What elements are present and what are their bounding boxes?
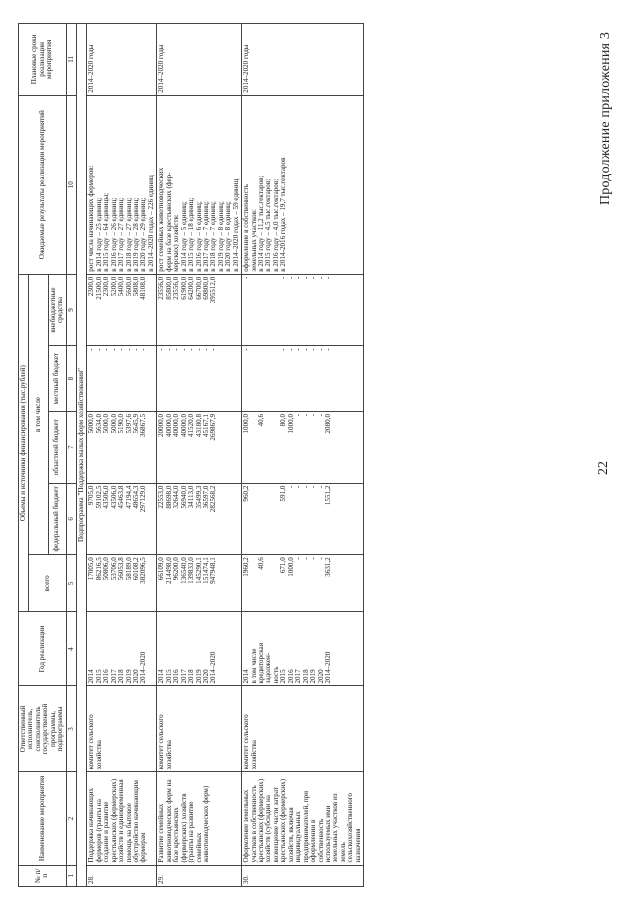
row-federal-line bbox=[265, 486, 272, 553]
row-offbudget bbox=[242, 274, 364, 346]
row-local-line: - bbox=[117, 348, 126, 351]
continuation-note: Продолжение приложения 3 bbox=[598, 31, 613, 205]
row-name: Развитие семейных животноводческих ферм на базе крестьянских (фермерских) хозяйств (гранты на развитие семейных животноводческих ферм) bbox=[157, 772, 242, 865]
row-local-line: - bbox=[279, 348, 288, 351]
col-number: 4 bbox=[66, 612, 76, 686]
row-local-line: - bbox=[139, 348, 148, 351]
row-total-line: - bbox=[294, 557, 303, 560]
row-results-line: мерских) хозяйств: bbox=[172, 214, 181, 272]
row-regional-line: 5190,0 bbox=[117, 413, 126, 434]
row-years bbox=[242, 612, 364, 686]
row-results-line: в 2018 году – 7 единиц; bbox=[209, 201, 218, 272]
row-regional-line: - bbox=[316, 413, 325, 417]
row-results-line: рост числа начинающих фермеров: bbox=[87, 165, 96, 272]
row-offbudget-line: 5808,0 bbox=[132, 276, 141, 297]
row-regional-line: - bbox=[294, 413, 303, 417]
row-regional-line: 40000,0 bbox=[179, 413, 188, 438]
row-results bbox=[157, 95, 242, 274]
row-years bbox=[87, 612, 157, 686]
row-regional-line: 5000,0 bbox=[109, 413, 118, 434]
row-offbudget-line bbox=[265, 277, 272, 344]
row-regional-line: 41520,0 bbox=[187, 413, 196, 438]
row-local-line: - bbox=[301, 348, 310, 351]
row-deadline: 2014–2020 годы bbox=[157, 24, 242, 96]
row-offbudget-line: - bbox=[301, 276, 310, 280]
row-deadline: 2014–2020 годы bbox=[87, 24, 157, 96]
col-number: 11 bbox=[66, 24, 76, 96]
row-regional-line: - bbox=[309, 413, 318, 417]
row-federal-line: 43506,0 bbox=[102, 485, 111, 509]
row-years-line: кредиторская bbox=[257, 643, 266, 684]
row-years-line: 2015 bbox=[94, 669, 103, 684]
row-federal-line: 47194,4 bbox=[124, 485, 133, 509]
row-years-line: 2019 bbox=[194, 669, 203, 684]
row-regional-line: 5000,0 bbox=[87, 413, 96, 434]
row-federal-line: 48654,3 bbox=[132, 485, 141, 509]
header-funding-group: Объемы и источники финансирования (тыс.рублей) bbox=[19, 274, 29, 612]
row-results-line: в 2016 году – 6 единиц; bbox=[194, 201, 203, 272]
row-results-line: в 2018 году – 27 единиц; bbox=[124, 197, 133, 272]
row-offbudget-line: 23556,0 bbox=[157, 276, 166, 300]
page-number: 22 bbox=[596, 461, 611, 475]
row-offbudget-line: 64200,0 bbox=[187, 276, 196, 300]
row-years-line: 2014–2020 bbox=[209, 651, 218, 684]
row-offbudget-line bbox=[258, 277, 265, 344]
col-number: 7 bbox=[66, 411, 76, 483]
row-years-line: задолжен- bbox=[264, 652, 273, 684]
row-total-line: 214498,0 bbox=[164, 557, 173, 584]
row-offbudget-line: 5200,0 bbox=[109, 276, 118, 297]
row-results-line: в 2014 году – 11,2 тыс.гектаров; bbox=[257, 175, 266, 272]
row-total-line bbox=[265, 557, 272, 609]
row-executor: комитет сельского хозяйства bbox=[87, 686, 157, 772]
row-federal-line: 297129,0 bbox=[139, 485, 148, 513]
row-total-line: 145290,1 bbox=[194, 557, 203, 584]
row-years-line: 2016 bbox=[286, 669, 295, 684]
row-total bbox=[87, 555, 157, 612]
row-offbudget-line: 66700,0 bbox=[194, 276, 203, 300]
row-local-line: - bbox=[316, 348, 325, 351]
row-local-line: - bbox=[87, 348, 96, 351]
row-total-line: - bbox=[316, 557, 325, 560]
row-results-line: в 2015 году – 18 единиц; bbox=[187, 197, 196, 272]
row-years-line: 2015 bbox=[164, 669, 173, 684]
col-number: 10 bbox=[66, 95, 76, 274]
row-regional-line: 45167,1 bbox=[201, 413, 210, 438]
row-federal-line: 9705,0 bbox=[87, 485, 96, 506]
row-federal-line: - bbox=[286, 485, 295, 488]
row-years-line: 2019 bbox=[309, 669, 318, 684]
row-years-line: 2019 bbox=[124, 669, 133, 684]
row-regional-line: 269867,9 bbox=[209, 413, 218, 441]
row-regional-line: 20000,0 bbox=[157, 413, 166, 438]
row-results-line: в 2014-2016 годах – 19,7 тыс.гектаров bbox=[279, 157, 288, 272]
row-offbudget-line: 21500,0 bbox=[94, 276, 103, 300]
row-name: Поддержка начинающих фермеров (гранты на создание и развитие крестьянских (фермерских) хозяйств и единовременная помощь на бытовое обустройство начинающим фермерам bbox=[87, 772, 157, 865]
row-federal-line: 35499,3 bbox=[194, 485, 203, 509]
row-total-line: 96200,0 bbox=[172, 557, 181, 581]
row-regional-line: 1000,0 bbox=[242, 413, 251, 434]
row-local-line: - bbox=[102, 348, 111, 351]
row-results-line: в 2014–2020 годах – 59 единиц bbox=[231, 178, 240, 272]
row-total-line: 671,0 bbox=[279, 557, 288, 574]
row-results-line: земельных участков: bbox=[249, 209, 258, 272]
row-results-line: в 2016 году – 4,0 тыс.гектаров; bbox=[271, 178, 280, 272]
row-federal-line: 1551,2 bbox=[323, 485, 332, 506]
row-federal-line: - bbox=[309, 485, 318, 488]
row-federal-line bbox=[251, 486, 258, 553]
row-local-line: - bbox=[209, 348, 218, 351]
header-deadline: Плановые сроки реализации мероприятия bbox=[19, 24, 67, 96]
header-results: Ожидаемые результаты реализации мероприятий bbox=[19, 95, 67, 274]
row-federal-line: 22553,0 bbox=[157, 485, 166, 509]
row-total-line: 382096,5 bbox=[139, 557, 148, 584]
row-federal bbox=[87, 483, 157, 555]
row-local-line: - bbox=[164, 348, 173, 351]
row-results-line: в 2015 году – 64 единицы; bbox=[102, 192, 111, 272]
row-offbudget-line: 69800,0 bbox=[201, 276, 210, 300]
row-years-line: 2017 bbox=[109, 669, 118, 684]
row-regional-line: 40000,0 bbox=[164, 413, 173, 438]
row-regional-line: 40,6 bbox=[257, 413, 266, 427]
row-regional-line: 5397,6 bbox=[124, 413, 133, 434]
row-years-line: 2014 bbox=[157, 669, 166, 684]
row-name: Оформление земельных участков в собственность крестьянских (фермерских) хозяйств (субсидии на возмещение части затрат крестьянских (фермерских) хозяйств, включая индивидуальных предпринимателей, при оформлении в собственность используемых ими земельных участков из земель сельскохозяйственного назначения bbox=[242, 772, 364, 865]
row-federal bbox=[242, 483, 364, 555]
row-regional-line: 40000,0 bbox=[172, 413, 181, 438]
row-years-line: 2018 bbox=[117, 669, 126, 684]
row-years-line: 2014–2020 bbox=[323, 651, 332, 684]
row-regional bbox=[87, 411, 157, 483]
row-years-line: 2018 bbox=[187, 669, 196, 684]
row-years bbox=[157, 612, 242, 686]
row-results-line: в 2014 году – 25 единиц; bbox=[94, 197, 103, 272]
row-results-line: в 2014–2020 годах – 226 единиц bbox=[146, 175, 155, 272]
row-local-line: - bbox=[124, 348, 133, 351]
row-local-line: - bbox=[323, 348, 332, 351]
row-offbudget-line: - bbox=[294, 276, 303, 280]
row-offbudget bbox=[87, 274, 157, 346]
header-offbudget: внебюджетные средства bbox=[48, 274, 66, 346]
row-results-line: в 2020 году – 8 единиц; bbox=[224, 201, 233, 272]
row-regional bbox=[242, 411, 364, 483]
col-number: 5 bbox=[66, 555, 76, 612]
table-row bbox=[157, 24, 242, 887]
row-years-line: в том числе bbox=[249, 648, 258, 684]
row-results-line: в 2020 году – 29 единиц; bbox=[139, 197, 148, 272]
row-total-line: 50806,0 bbox=[102, 557, 111, 581]
row-offbudget-line: - bbox=[286, 276, 295, 280]
row-federal-line bbox=[258, 486, 265, 553]
row-years-line: 2020 bbox=[201, 669, 210, 684]
row-results-line: рост семейных животноводческих bbox=[157, 167, 166, 272]
row-local-line: - bbox=[309, 348, 318, 351]
row-results-line: ферм на базе крестьянских (фер- bbox=[164, 172, 173, 272]
row-total-line: 1960,2 bbox=[242, 557, 251, 577]
row-local bbox=[87, 346, 157, 412]
row-local-line bbox=[258, 348, 265, 409]
row-total-line: 136540,0 bbox=[179, 557, 188, 584]
row-total-line: 151474,1 bbox=[201, 557, 210, 584]
row-local bbox=[242, 346, 364, 412]
row-total bbox=[242, 555, 364, 612]
row-executor: комитет сельского хозяйства bbox=[242, 686, 364, 772]
row-total-line: 53706,0 bbox=[109, 557, 118, 581]
row-federal-line: - bbox=[301, 485, 310, 488]
row-years-line: 2017 bbox=[179, 669, 188, 684]
row-local-line: - bbox=[94, 348, 103, 351]
row-offbudget-line: - bbox=[279, 276, 288, 280]
header-local: местный бюджет bbox=[48, 346, 66, 412]
header-year: Год реализации bbox=[19, 612, 67, 686]
row-total-line: 60108,2 bbox=[132, 557, 141, 581]
row-regional-line: 2080,0 bbox=[323, 413, 332, 434]
row-results-line: в 2017 году – 27 единиц; bbox=[117, 197, 126, 272]
funding-table bbox=[18, 23, 364, 887]
row-results bbox=[87, 95, 157, 274]
row-results-line: в 2015 году – 4,5 тыс.гектаров; bbox=[264, 178, 273, 272]
row-years-line: 2018 bbox=[301, 669, 310, 684]
row-years-line: 2020 bbox=[316, 669, 325, 684]
row-results-line: в 2019 году – 28 единиц; bbox=[132, 197, 141, 272]
row-offbudget bbox=[157, 274, 242, 346]
row-total-line: 86216,5 bbox=[94, 557, 103, 581]
row-federal-line: 56940,0 bbox=[179, 485, 188, 509]
row-federal-line: 960,2 bbox=[242, 485, 251, 502]
row-total-line: 17005,0 bbox=[87, 557, 96, 581]
row-years-line: 2014 bbox=[87, 669, 96, 684]
row-years-line: 2014 bbox=[242, 669, 251, 684]
header-federal: федеральный бюджет bbox=[48, 483, 66, 555]
row-offbudget-line: 395512,0 bbox=[209, 276, 218, 304]
row-total-line: - bbox=[309, 557, 318, 560]
col-number: 2 bbox=[66, 772, 76, 865]
row-regional-line: 43180,8 bbox=[194, 413, 203, 438]
row-local-line bbox=[273, 348, 280, 409]
row-regional-line: - bbox=[301, 413, 310, 417]
row-regional-line: 5634,0 bbox=[94, 413, 103, 434]
row-offbudget-line: 85800,0 bbox=[164, 276, 173, 300]
row-federal-line: 36597,0 bbox=[201, 485, 210, 509]
header-regional: областной бюджет bbox=[48, 411, 66, 483]
row-regional-line: 5645,9 bbox=[132, 413, 141, 434]
row-results-line: оформление в собственность bbox=[242, 183, 251, 272]
row-total-line: 66109,0 bbox=[157, 557, 166, 581]
row-offbudget-line: 23556,0 bbox=[172, 276, 181, 300]
row-offbudget-line bbox=[251, 277, 258, 344]
row-federal-line: 282568,2 bbox=[209, 485, 218, 513]
row-local-line: - bbox=[172, 348, 181, 351]
row-local-line: - bbox=[194, 348, 203, 351]
row-regional-line: 1000,0 bbox=[286, 413, 295, 434]
row-local-line: - bbox=[201, 348, 210, 351]
row-total-line: - bbox=[301, 557, 310, 560]
header-incl: в том числе bbox=[29, 274, 48, 554]
row-offbudget-line bbox=[273, 277, 280, 344]
col-number: 1 bbox=[66, 865, 76, 886]
table-row bbox=[242, 24, 364, 887]
row-offbudget-line: - bbox=[309, 276, 318, 280]
row-total-line: 139833,0 bbox=[187, 557, 196, 584]
row-number: 30. bbox=[242, 865, 364, 886]
row-offbudget-line: 2300,0 bbox=[102, 276, 111, 297]
col-number: 3 bbox=[66, 686, 76, 772]
row-local-line: - bbox=[157, 348, 166, 351]
row-deadline: 2014–2020 годы bbox=[242, 24, 364, 96]
table-row bbox=[87, 24, 157, 887]
row-results-line: в 2017 году – 7 единиц; bbox=[201, 201, 210, 272]
row-local-line: - bbox=[179, 348, 188, 351]
row-total-line: 58189,0 bbox=[124, 557, 133, 581]
row-total-line: 56053,8 bbox=[117, 557, 126, 581]
row-federal-line: 34113,0 bbox=[187, 485, 196, 509]
row-total-line: 40,6 bbox=[257, 557, 266, 570]
row-offbudget-line: - bbox=[323, 276, 332, 280]
header-name: Наименование мероприятия bbox=[19, 772, 67, 865]
row-years-line: 2015 bbox=[279, 669, 288, 684]
row-federal-line: 45463,8 bbox=[117, 485, 126, 509]
row-local-line: - bbox=[132, 348, 141, 351]
row-regional-line: 5000,0 bbox=[102, 413, 111, 434]
row-results-line: в 2016 году – 26 единиц; bbox=[109, 197, 118, 272]
row-local-line: - bbox=[187, 348, 196, 351]
subprogram-title: Подпрограмма "Поддержка малых форм хозяйствования" bbox=[76, 24, 86, 887]
row-offbudget-line: - bbox=[242, 276, 251, 280]
row-offbudget-line: 5400,0 bbox=[117, 276, 126, 297]
row-federal-line: 591,0 bbox=[279, 485, 288, 502]
row-years-line: 2017 bbox=[294, 669, 303, 684]
row-number: 28. bbox=[87, 865, 157, 886]
row-local bbox=[157, 346, 242, 412]
row-total-line: 1000,0 bbox=[286, 557, 295, 577]
col-number: 6 bbox=[66, 483, 76, 555]
row-federal-line: - bbox=[294, 485, 303, 488]
row-years-line: ность bbox=[271, 666, 280, 684]
row-years-line: 2016 bbox=[102, 669, 111, 684]
row-total bbox=[157, 555, 242, 612]
row-federal bbox=[157, 483, 242, 555]
row-local-line: - bbox=[294, 348, 303, 351]
row-regional bbox=[157, 411, 242, 483]
header-no: № п/п bbox=[19, 865, 67, 886]
row-federal-line: 32644,0 bbox=[172, 485, 181, 509]
row-federal-line: 43506,0 bbox=[109, 485, 118, 509]
row-executor: комитет сельского хозяйства bbox=[157, 686, 242, 772]
row-offbudget-line: - bbox=[316, 276, 325, 280]
row-regional-line: 80,0 bbox=[279, 413, 288, 427]
row-results-line: в 2019 году – 8 единиц; bbox=[216, 201, 225, 272]
row-federal-line: - bbox=[316, 485, 325, 488]
row-total-line: 947948,1 bbox=[209, 557, 218, 584]
row-local-line: - bbox=[286, 348, 295, 351]
row-local-line bbox=[265, 348, 272, 409]
row-regional-line bbox=[265, 414, 272, 481]
row-years-line: 2020 bbox=[132, 669, 141, 684]
col-number: 8 bbox=[66, 346, 76, 412]
row-offbudget-line: 5600,0 bbox=[124, 276, 133, 297]
row-local-line bbox=[251, 348, 258, 409]
row-federal-line: 88698,0 bbox=[164, 485, 173, 509]
row-federal-line: 59102,5 bbox=[94, 485, 103, 509]
row-total-line: 3631,2 bbox=[323, 557, 332, 577]
row-offbudget-line: 48108,0 bbox=[139, 276, 148, 300]
row-offbudget-line: 2300,0 bbox=[87, 276, 96, 297]
row-results bbox=[242, 95, 364, 274]
row-offbudget-line: 61900,0 bbox=[179, 276, 188, 300]
row-number: 29. bbox=[157, 865, 242, 886]
row-years-line: 2016 bbox=[172, 669, 181, 684]
header-executor: Ответственный исполнитель, соисполнитель государственной программы, подпрограммы bbox=[19, 686, 67, 772]
header-total: всего bbox=[29, 555, 66, 612]
row-years-line: 2014–2020 bbox=[139, 651, 148, 684]
row-regional-line: 36867,5 bbox=[139, 413, 148, 438]
col-number: 9 bbox=[66, 274, 76, 346]
row-results-line: в 2014 году – 5 единиц; bbox=[179, 201, 188, 272]
row-local-line: - bbox=[109, 348, 118, 351]
row-local-line: - bbox=[242, 348, 251, 351]
